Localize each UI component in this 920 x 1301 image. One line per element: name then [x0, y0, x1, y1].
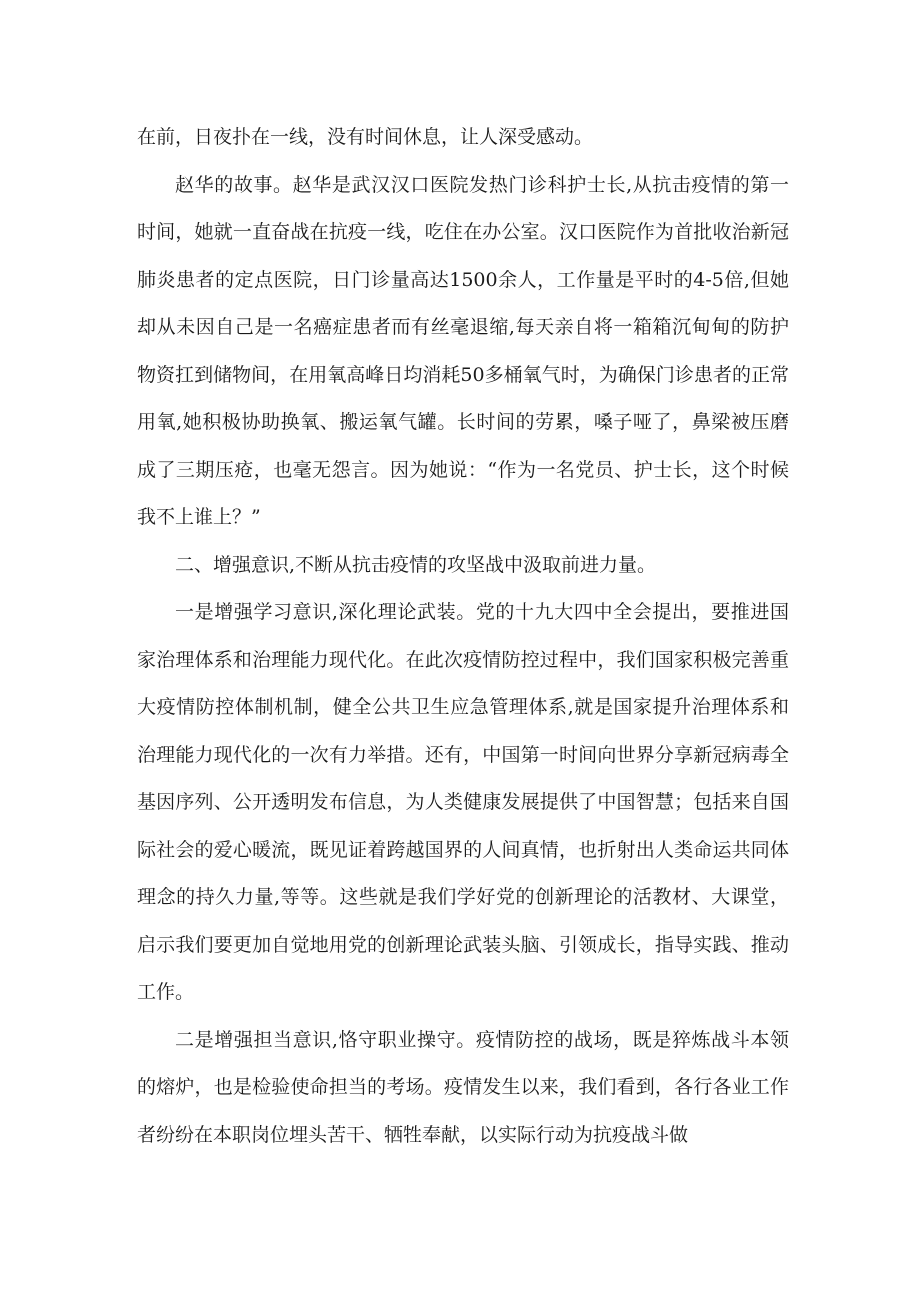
paragraph-continuation: 在前，日夜扑在一线，没有时间休息，让人深受感动。: [137, 126, 594, 148]
paragraph-responsibility-awareness: 二是增强担当意识,恪守职业操守。疫情防控的战场，既是猝炼战斗本领的熔炉，也是检验使命担当的考场。疫情发生以来，我们看到，各行各业工作者纷纷在本职岗位埋头苦干、牺牲奉献，以实际行动为抗疫战斗做: [137, 1028, 789, 1146]
paragraph-learning-awareness: 一是增强学习意识,深化理论武装。党的十九大四中全会提出，要推进国家治理体系和治理能力现代化。在此次疫情防控过程中，我们国家积极完善重大疫情防控体制机制，健全公共卫生应急管理体系,就是国家提升治理体系和治理能力现代化的一次有力举措。还有，中国第一时间向世界分享新冠病毒全基因序列、公开透明发布信息，为人类健康发展提供了中国智慧；包括来自国际社会的爱心暖流，既见证着跨越国界的人间真情，也折射出人类命运共同体理念的持久力量,等等。这些就是我们学好党的创新理论的活教材、大课堂，启示我们要更加自觉地用党的创新理论武装头脑、引领成长，指导实践、推动工作。: [137, 601, 789, 1003]
document-body: [137, 114, 789, 1159]
paragraph-zhao-hua-story: 赵华的故事。赵华是武汉汉口医院发热门诊科护士长,从抗击疫情的第一时间，她就一直奋战在抗疫一线，吃住在办公室。汉口医院作为首批收治新冠肺炎患者的定点医院，日门诊量高达1500余人，工作量是平时的4-5倍,但她却从未因自己是一名癌症患者而有丝毫退缩,每天亲自将一箱箱沉甸甸的防护物资扛到储物间，在用氧高峰日均消耗50多桶氧气时，为确保门诊患者的正常用氧,她积极协助换氧、搬运氧气罐。长时间的劳累，嗓子哑了，鼻梁被压磨成了三期压疮，也毫无怨言。因为她说：“作为一名党员、护士长，这个时候我不上谁上？”: [137, 173, 789, 528]
section-heading-2: 二、增强意识,不断从抗击疫情的攻坚战中汲取前进力量。: [175, 553, 657, 576]
